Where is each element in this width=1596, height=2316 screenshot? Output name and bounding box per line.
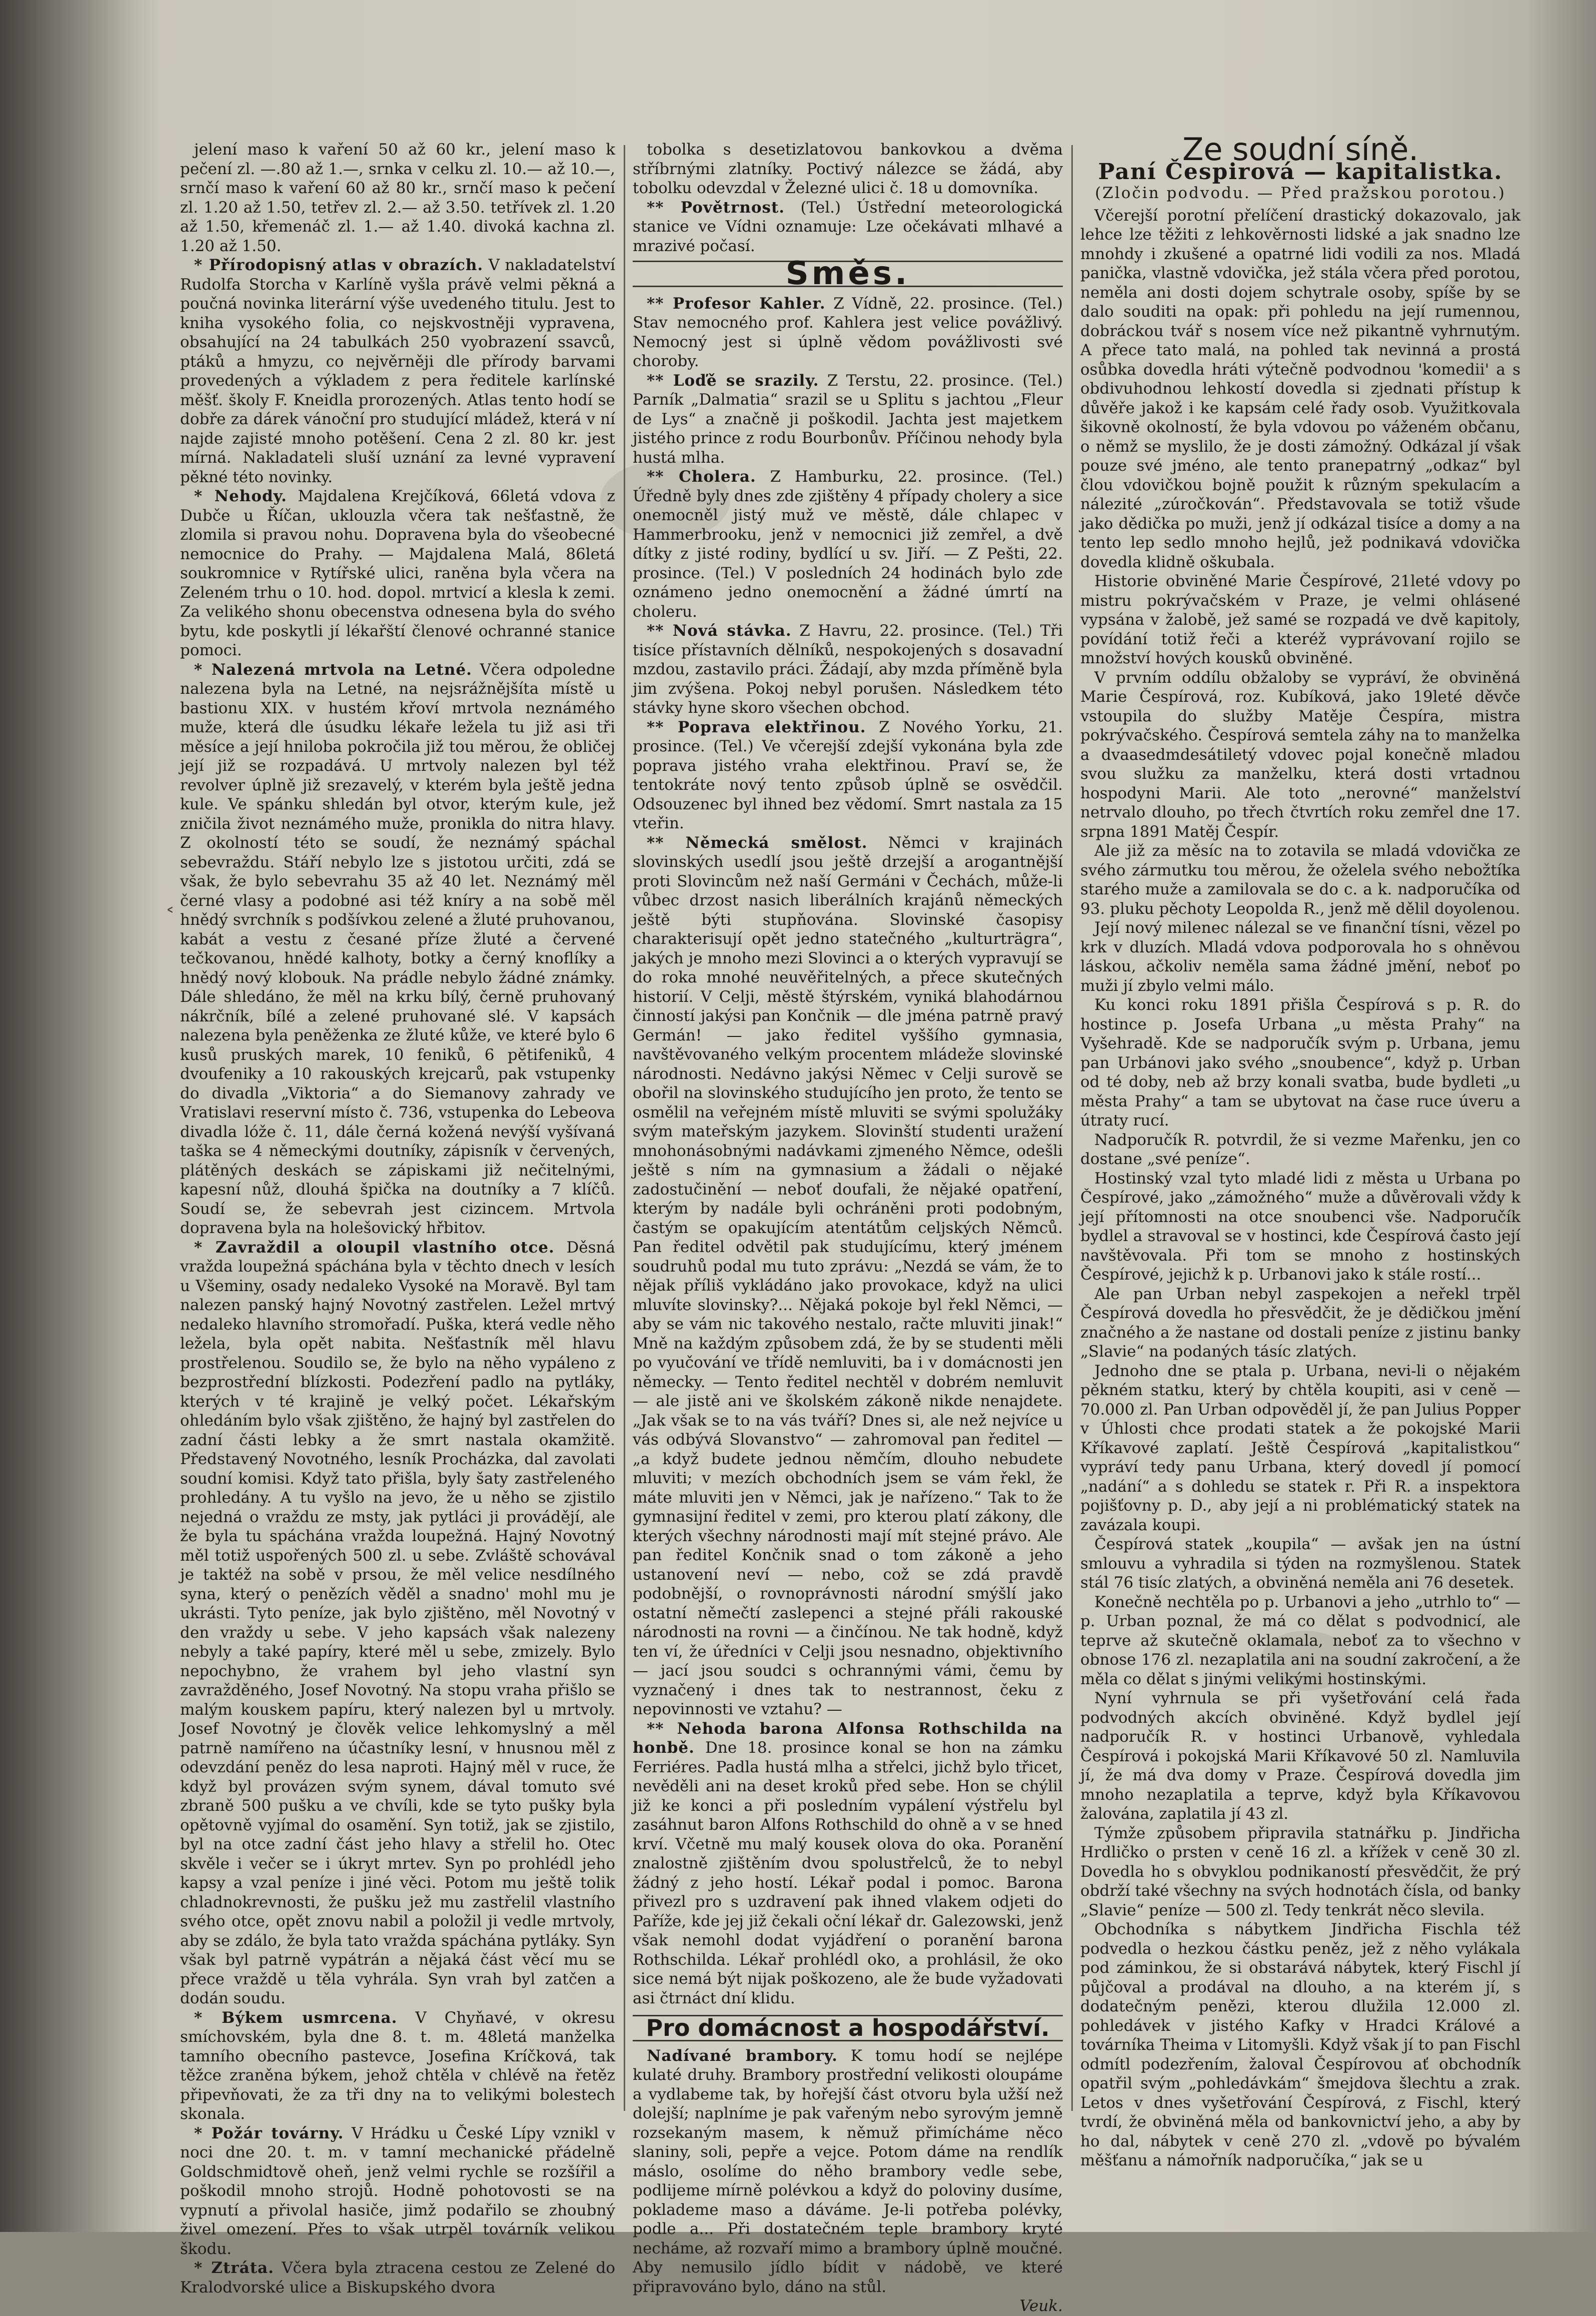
article-headline: ** Povětrnost.: [647, 198, 785, 217]
article-paragraph: [633, 198, 1063, 256]
column-right: [1080, 131, 1520, 2169]
column-divider: [1071, 145, 1073, 2111]
column-middle: [633, 140, 1063, 2315]
article-paragraph: [633, 294, 1063, 371]
article-paragraph: [180, 2258, 615, 2297]
article-headline: * Ztráta.: [194, 2259, 274, 2277]
article-paragraph: [1080, 668, 1520, 842]
article-headline: * Býkem usmrcena.: [194, 2008, 398, 2027]
article-paragraph: [633, 140, 1063, 198]
article-body: Včera byla ztracena cestou ze Zelené do Kralodvorské ulice a Biskupského dvora: [180, 2259, 615, 2296]
article-body: Z Havru, 22. prosince. (Tel.) Tři tisíce přístavních dělníků, nespokojených s dosavadní mzdou, zastavilo práci. Žádají, aby mzda příměně byla jim zvýšena. Pokoj nebyl porušen. Následkem této stávky hyne skoro všechen obchod.: [633, 622, 1063, 717]
article-paragraph: [1080, 995, 1520, 1130]
article-paragraph: [180, 1238, 615, 2008]
column-left: [180, 140, 616, 2296]
margin-mark-icon: ˂: [165, 905, 175, 928]
article-paragraph: [633, 371, 1063, 468]
article-body: Ku konci roku 1891 přišla Čespírová s p. R. do hostince p. Josefa Urbana „u města Prahy“ na Vyšehradě. Kde se nadporučík svým p. Urbana, jemu pan Urbánovi jako svého „snoubence“, když p. Urban od té doby, neb až brzy konali svatba, bude bydleti „u města Prahy“ a tam se ubytovat na čase ruce úveru a útraty rucí.: [1080, 996, 1520, 1129]
article-body: V Chyňavé, v okresu smíchovském, byla dne 8. t. m. 48letá manželka tamního obecního pastevce, Josefina Kríčková, tak těžce zraněna býkem, jehož chtěla v chlévě na řetěz připevňovati, že za tři dny na to velikými bolestech skonala.: [180, 2008, 616, 2123]
article-body: Ale pan Urban nebyl zaspekojen a neřekl trpěl Čespírová dovedla ho přesvědčit, že je dědičkou jmění značného a že nastane od dostali peníze z jistinu banky „Slavie“ na podaných tásíc zlatých.: [1080, 1285, 1520, 1361]
article-body: Děsná vražda loupežná spáchána byla v těchto dnech v lesích u Všeminy, osady nedaleko Vysoké na Moravě. Byl tam nalezen panský hajný Novotný zastřelen. Ležel mrtvý nedaleko hlavního stromořadí. Puška, která vedle něho ležela, byla opět nabita. Nešťastník měl hlavu prostřelenou. Soudilo se, že bylo na něho vypáleno z bezprostřední blízkosti. Podezření padlo na pytláky, kterých v té krajině je velký počet. Lékařským ohledáním bylo však zjištěno, že hajný byl zastřelen do zadní části lebky a že smrt nastala okamžitě. Představený Novotného, lesník Procházka, dal zavolati soudní komisi. Když tato přišla, byly šaty zastřeleného prohledány. A tu vyšlo na jevo, že u něho se zjistilo nejedná o vraždu ze msty, jak pytláci ji provádějí, ale že byla tu spáchána vražda loupežná. Hajný Novotný měl totiž uspořených 500 zl. u sebe. Zvláště schovával je taktéž na sobě v prsou, že měl velice nesdílného syna, který o penězích věděl a snadno' mohl mu je ukrásti. Tyto peníze, jak bylo zjištěno, měl Novotný v den vraždy u sebe. V jeho kapsách však nalezeny nebyly a také papíry, které měl u sebe, zmizely. Bylo nepochybno, že vrahem byl jeho vlastní syn zavražděného, Josef Novotný. Na stopu vraha přišlo se malým kouskem papíru, který nalezen byl u mrtvoly. Josef Novotný je člověk velice lehkomyslný a měl patrně namířeno na účastníky lesní, v hnusnou měl z odevzdání peněz do lesa naproti. Hajný měl v ruce, že když byl provázen svým synem, dával tomuto své zbraně 500 pušku a ve chvíli, kde se tyto pušky byla opětovně vyjímal do osamění. Syn totiž, jak se zjistilo, byl na otce zadní část jeho hlavy a střelil ho. Otec skvěle i večer se i úkryt mrtev. Syn po prohlédl jeho kapsy a vzal peníze i jiné věci. Potom mu ještě tolik chladnokrevnosti, že pušku jež mu zastřelil vlastního svého otce, opět znovu nabil a položil ji vedle mrtvoly, aby se zdálo, že byla tato vražda spáchána pytláky. Syn však byl patrně vypátrán a nějaká část věcí mu se přece vraždě u těla vyhrála. Syn vrah byl zatčen a dodán soudu.: [180, 1238, 615, 2007]
article-body: Včerejší porotní přelíčení drastický dokazovalo, jak lehce lze těžiti z lehkověrnosti lidské a jak snadno lze mnohdy i zkušené a opatrné lidi vodili za nos. Mladá panička, vlastně vdovička, jež stála včera před porotou, neměla ani dosti dojem schytrale osoby, spíše by se dalo souditi na opak: při pohledu na její rumennou, dobráckou tvář s nosem více než pikantně vyhrnutým. A přece tato malá, na pohled tak nevinná a prostá osůbka dovedla hráti výtečně podvodnou 'komedii' a s obdivuhodnou lehkostí dovedla si zjednati přístup k důvěře jakož i ke kapsám celé řady osob. Využitkovala šikovně okolností, že byla vdovou po váženém občanu, o němž se myslilo, že je dosti zámožný. Odkázal jí však pouze své jméno, ale tento pranepatrný „odkaz“ byl člou vdovičkou bojně použit k různým spekulacím a nálezité „zúročkován“. Představovala se totiž všude jako dědička po muži, jenž jí odkázal tisíce a domy a na tento lep sedlo mnoho hejlů, jež podnikavá vdovička dovedla klidně oškubala.: [1080, 206, 1520, 571]
article-paragraph: [1080, 1593, 1520, 1689]
article-paragraph: [633, 2046, 1063, 2297]
article-paragraph: [180, 2124, 615, 2259]
article-paragraph: [180, 140, 615, 256]
article-paragraph: [180, 660, 615, 1238]
article-body: V prvním oddílu obžaloby se vypráví, že obviněná Marie Čespírová, roz. Kubíková, jako 19leté děvče vstoupila do služby Matěje Čespíra, mistra pokrývačského. Čespírová semtela záhy na to manželka a dvaasedmdesátiletý vdovec pojal konečně mladou svou služku za manželku, která dosti vrtadnou hospodyni Marii. Ale toto „nerovné“ manželství netrvalo dlouho, po třech čtvrtích roku zemřel dne 17. srpna 1891 Matěj Čespír.: [1080, 668, 1520, 841]
rubric-heading: Pro domácnost a hospodářství.: [633, 2015, 1063, 2041]
article-body: Včera odpoledne nalezena byla na Letné, na nejsrážnějšíta místě u bastionu XIX. v hustém křoví mrtvola neznámého muže, která dle úsudku lékaře ležela tu již asi tři měsíce a její hniloba pokročila již tou měrou, že obličej její již se rozpadává. U mrtvoly nalezen byl též revolver úplně již srezavelý, v kterém byla ještě jedna kule. Ve spánku shledán byl otvor, kterým kule, jež zničila život neznámého muže, pronikla do nitra hlavy. Z okolností této se soudí, že neznámý spáchal sebevraždu. Stáří nebylo lze s jistotou určiti, zdá se však, že bylo sebevrahu 35 až 40 let. Neznámý měl černé vlasy a podobné asi též kníry a na sobě měl hnědý svrchník s podšívkou zelené a žluté pruhovanou, kabát a vestu z česané příze žluté a červené tečkovanou, hnědé kalhoty, botky a černý knoflíky a hnědý nový klobouk. Na prádle nebylo žádné známky. Dále shledáno, že měl na krku bílý, černě pruhovaný nákrčník, bílé a zelené pruhované slé. V kapsách nalezena byla peněženka ze žluté kůže, ve které bylo 6 kusů pruských marek, 10 feniků, 6 pětifeniků, 4 dvoufeniky a 10 rakouských krejcarů, pak vstupenky do divadla „Viktoria“ a do Siemanovy zahrady ve Vratislavi reservní místo č. 736, vstupenka do Lebeova divadla lóže č. 11, dále černá kožená nevýší vyšívaná taška se 4 německými doutníky, zápisník v červených, plátěných deskách se zápiskami již nečitelnými, kapesní nůž, dlouhá špička na doutníky a 7 klíčů. Soudí se, že sebevrah jest cizincem. Mrtvola dopravena byla na holešovický hřbitov.: [180, 660, 616, 1237]
article-paragraph: [1080, 572, 1520, 668]
article-body: Z Terstu, 22. prosince. (Tel.) Parník „Dalmatia“ srazil se u Splitu s jachtou „Fleur de Lys“ a značně ji poškodil. Jachta jest majetkem jistého prince z rodu Bourbonův. Příčinou nehody byla hustá mlha.: [633, 371, 1063, 467]
newspaper-page: [180, 95, 1530, 2315]
article-headline: ** Nehoda barona Alfonsa Rothschilda na honbě.: [633, 1719, 1063, 1757]
article-headline: ** Profesor Kahler.: [647, 294, 826, 313]
column-divider: [624, 145, 625, 2111]
article-paragraph: [633, 621, 1063, 718]
article-body: Nadporučík R. potvrdil, že si vezme Mařenku, jen co dostane „své peníze“.: [1080, 1130, 1520, 1168]
article-headline: Nadívané brambory.: [647, 2046, 838, 2065]
article-body: K tomu hodí se nejlépe kulaté druhy. Brambory prostřední velikosti oloupáme a vydlabeme tak, by hořejší část otvoru byla užší než dolejší; naplníme je pak vařeným nebo syrovým jemně rozsekaným masem, k němuž přimícháme něco slaniny, soli, pepře a vejce. Potom dáme na rendlík máslo, osolíme do něho brambory vedle sebe, podlijeme mírně polévkou a když do poloviny dusíme, poklademe maso a dáváme. Je-li potřeba polévky, podle a... Při dostatečném teple brambory kryté necháme, až rozvaří mimo a brambory úplně moučné. Aby nemusilo jídlo bídit v nádobě, ve které připravováno bylo, dáno na stůl.: [633, 2046, 1063, 2296]
author-signature: Veuk.: [1019, 2297, 1063, 2315]
court-case-title: Paní Čespirová — kapitalistka.: [1098, 159, 1503, 185]
article-body: Hostinský vzal tyto mladé lidi z města u Urbana po Čespírové, jako „zámožného“ muže a důvěrovali vždy k její přítomnosti na otce snoubenci vše. Nadporučík bydlel a stravoval se v hostinci, kde Čespírová často její navštěvovala. Při tom se mnoho z hostinských Čespírové, jejichž k p. Urbanovi jako k stále rostí...: [1080, 1169, 1520, 1284]
court-section-title: Ze soudní síně.: [1182, 131, 1419, 168]
article-headline: * Zavraždil a oloupil vlastního otce.: [194, 1238, 555, 1257]
article-body: Historie obviněné Marie Čespírové, 21leté vdovy po mistru pokrývačském v Praze, je velmi ohlásené vypsána v žalobě, jež samé se rozpadá ve dvě kapitoly, povídání totiž řeči a kteréž vyprávovaní rojilo se množství hových kousků obviněné.: [1080, 572, 1520, 667]
article-paragraph: [1080, 918, 1520, 995]
article-paragraph: [1080, 841, 1520, 918]
article-body: Ale již za měsíc na to zotavila se mladá vdovička ze svého zármutku tou měrou, že oželela svého nebožtíka starého muže a zamilovala se do c. a k. nadporučíka od 93. pluku pěchoty Leopolda R., jenž mě dělil doyolenou.: [1080, 842, 1520, 918]
article-body: V nakladatelství Rudolfa Storcha v Karlíně vyšla právě velmi pěkná a poučná novinka literární výše uvedeného titulu. Jest to kniha vysokého folia, co nejskvostněji vypravena, obsahující na 24 tabulkách 250 vyobrazení ssavců, ptáků a hmyzu, co nejvěrněji dle přírody barvami provedených a výkladem z pera ředitele karlínské měšť. školy F. Kneidla prorozených. Atlas tento hodí se dobře za dárek vánoční pro studující mládež, která v ní najde zajisté mnoho potěšení. Cena 2 zl. 80 kr. jest mírná. Nakladateli sluší uznání za levné vypravení pěkné této novinky.: [180, 256, 615, 486]
article-body: Obchodníka s nábytkem Jindřicha Fischla též podvedla o hezkou částku peněz, jež z něho vylákala pod záminkou, že si obstarává nábytek, který Fischl jí půjčoval a prodával na dlouho, a na kterém jí, s dodatečným penězi, kterou dlužila 12.000 zl. pohledávek v jistého Kafky v Hradci Králové a továrníka Theima v Litomyšli. Když však jí to pan Fischl odmítl podezřením, žaloval Čespírovou ať obchodník opatřil svým „pohledávkám“ šmejdova šlechtu a zrak. Letos v dnes vyšetřování Čespírová, z Fischl, který tvrdí, že obviněná měla od bankovnictví jeho, a aby by ho dal, nábytek v ceně 270 zl. „vdově po bývalém měšťanu a námořník nadporučíka,“ jak se u: [1080, 1920, 1520, 2169]
article-headline: ** Loďě se srazily.: [647, 371, 819, 390]
article-paragraph: [1080, 1362, 1520, 1535]
article-paragraph: [1080, 1169, 1520, 1285]
article-body: Čespírová statek „koupila“ — avšak jen na ústní smlouvu a vyhradila si týden na rozmyšlenou. Statek stál 76 tisíc zlatých, a obviněná neměla ani 76 desetek.: [1080, 1535, 1520, 1592]
article-body: Z Vídně, 22. prosince. (Tel.) Stav nemocného prof. Kahlera jest velice povážlivý. Nemocný jest si úplně vědom povážlivosti své choroby.: [633, 294, 1063, 370]
article-paragraph: [633, 1719, 1063, 2008]
article-headline: ** Poprava elektřinou.: [647, 718, 866, 736]
article-paragraph: [1080, 1824, 1520, 1920]
article-body: Týmže způsobem připravila statnářku p. Jindřicha Hrdličko o prsten v ceně 16 zl. a křížek v ceně 30 zl. Dovedla ho s obvyklou podnikaností přesvědčit, že prý obdrží také všechny na svých hodnotách čísla, od banky „Slavie“ peníze — 500 zl. Tedy tenkrát něco slevila.: [1080, 1824, 1520, 1919]
article-body: Němci v krajinách slovinských usedlí jsou ještě drzejší a arogantnější proti Slovincům než naší Germáni v Čechách, může-li vůbec drzost nasich liberálních krajánů německých ještě býti stupňována. Slovinské časopisy charakterisují opět jedno statečného „kulturträgra“, jakých je mnoho mezi Slovinci a o kterých vypravují se do roka mnohé neuvěřitelných, a přece skutečných historií. V Celji, městě štýrském, vyniká blahodárnou činností jakýsi pan Končnik — dle jména patrně pravý Germán! — jako ředitel vyššího gymnasia, navštěvovaného velkým procentem mládeže slovinské národnosti. Nedávno jakýsi Němec v Celji surově se obořil na slovinského studujícího jen proto, že tento se osmělil na veřejném místě mluviti se svými spolužáky svým mateřským jazykem. Slovinští studenti uražení mnohonásobnými nadávkami zjmeného Němce, odešli ještě s ním na gymnasium a žádali o nějaké zadostučinění — neboť doufali, že nějaké opatření, kterým by nadále byli ochráněni proti podobným, častým se opakujícím atentátům celjských Němců. Pan ředitel odvětil pak studujícímu, který jménem soudruhů podal mu tuto zprávu: „Nezdá se vám, že to nějak příliš vykládáno jako provokace, když na ulici mluvíte slovinsky?... Nějaká pokoje byl řekl Němci, — aby se vám nic takového nestalo, račte mluviti jinak!“ Mně na každým způsobem zdá, že by se studenti měli po vyučování ve třídě nemluviti, ba i v domácnosti jen německy. — Tento ředitel nechtěl v dobrém nemluvit — ale jistě ani ve školském zákoně nikde nenajdete. „Jak však se to na vás tváří? Dnes si, ale než nejvíce u vás odbývá Slovanstvo“ — zahromoval pan ředitel — „a když budete jednou němčím, dlouho nebudete mluviti; v mezích obchodních jsem se vám řekl, že máte mluviti jen v Němci, jak je nařízeno.“ Tak to že gymnasijní ředitel v zemi, pro kterou platí zákony, dle kterých všechny národnosti mají mít stejné právo. Ale pan ředitel Končnik snad o tom zákoně a jeho ustanovení neví — nebo, což se zdá pravdě podobnější, o rovnoprávnosti národní smýšlí jako ostatní němečtí zaslepenci a stejné přáli rakouské národnosti na rovni — a činčínou. Ne tak hodně, když ten ví, že úředníci v Celji jsou nesnadno, objektivního — jací jsou soudci s ochrannými vámi, čemu by vyznačený i dnes tak to nestrannost, čeku z nepovinnosti ve vztahu? —: [633, 833, 1063, 1718]
article-body: Z Nového Yorku, 21. prosince. (Tel.) Ve včerejší zdejší vykonána byla zde poprava jistého vraha elektřinou. Praví se, že tentokráte nový tento způsob úplně se osvědčil. Odsouzenec byl ihned bez vědomí. Smrt nastala za 15 vteřin.: [633, 718, 1063, 832]
section-heading: Směs.: [633, 261, 1063, 287]
article-paragraph: [1080, 1285, 1520, 1362]
article-headline: * Nalezená mrtvola na Letné.: [194, 660, 472, 679]
article-headline: * Přírodopisný atlas v obrazích.: [194, 256, 484, 274]
article-body: tobolka s desetizlatovou bankovkou a dvěma stříbrnými zlatníky. Poctivý nálezce se žádá, aby tobolku odevzdal v Železné ulici č. 18 u domovníka.: [633, 141, 1063, 197]
article-body: Nyní vyhrnula se při vyšetřování celá řada podvodných akcích obviněné. Když bydlel její nadporučík R. v hostinci Urbanově, vyhledala Čespírová i pokojská Marii Kříkavové 50 zl. Namluvila jí, že má dva domy v Praze. Čespírová dovedla jim mnoho nezaplatila a teprve, když byla Kříkavovou žalována, zaplatila jí 43 zl.: [1080, 1689, 1520, 1823]
article-body: Majdalena Krejčíková, 66letá vdova z Dubče u Říčan, uklouzla včera tak nešťastně, že zlomila si pravou nohu. Dopravena byla do všeobecné nemocnice do Prahy. — Majdalena Malá, 86letá soukromnice v Rytířské ulici, raněna byla včera na Zeleném trhu o 10. hod. dopol. mrtvicí a klesla k zemi. Za velikého shonu obecenstva odnesena byla do svého bytu, kde poskytli jí lékařští členové ochranné stanice pomoci.: [180, 487, 616, 659]
article-headline: ** Nová stávka.: [647, 622, 792, 640]
article-paragraph: [180, 256, 615, 487]
article-headline: ** Německá smělost.: [647, 833, 868, 852]
article-paragraph: [180, 2008, 615, 2124]
article-body: V Hrádku u České Lípy vznikl v noci dne 20. t. m. v tamní mechanické přádelně Goldschmidtově oheň, jenž velmi rychle se rozšířil a poškodil mnoho strojů. Hodně pohotovosti se na vypnutí a přivolal hasiče, jimž podařilo se zhoubný živel omezení. Přes to však utrpěl továrník velikou škodu.: [180, 2124, 615, 2258]
article-body: (Tel.) Ústřední meteorologická stanice ve Vídni oznamuje: Lze očekávati mlhavé a mrazivé počasí.: [633, 198, 1063, 255]
article-paragraph: [1080, 1535, 1520, 1593]
article-headline: ** Cholera.: [647, 468, 756, 486]
article-paragraph: [633, 833, 1063, 1719]
article-headline: * Nehody.: [194, 487, 287, 505]
article-paragraph: [633, 718, 1063, 833]
article-paragraph: [1080, 1920, 1520, 2170]
article-paragraph: [180, 487, 615, 660]
article-body: Konečně nechtěla po p. Urbanovi a jeho „utrhlo to“ — p. Urban poznal, že má co dělat s podvodnicí, ale teprve až skutečně oklamala, neboť za to všechno v obnose 176 zl. nezaplatila ani na soudní zakročení, a že měla co dělat s jinými velikými hostinskými.: [1080, 1593, 1520, 1688]
article-paragraph: [633, 467, 1063, 621]
binding-shadow: [0, 0, 160, 2232]
article-body: Dne 18. prosince konal se hon na zámku Ferriéres. Padla hustá mlha a střelci, jichž bylo třicet, nevěděli ani na deset kroků před sebe. Hon se chýlil již ke konci a při posledním vypálení výstřelu byl zasáhnut baron Alfons Rothschild do ohně a v se hned krví. Včetně mu malý kousek olova do oka. Poranění znalostně zjištěním dvou spolustřelců, že to nebyl žádný z jeho hostí. Lékař podal i pomoc. Barona přivezl pro s uzdravení pak ihned vlakem odjeti do Paříže, kde jej již čekali oční lékař dr. Galezowski, jenž však nemohl dodat vyjádření o poranění barona Rothschilda. Lékař prohlédl oko, a prohlásil, že oko sice nemá být nijak poškozeno, ale že bude vyžadovati asi čtrnáct dní klidu.: [633, 1739, 1063, 2007]
article-body: Z Hamburku, 22. prosince. (Tel.) Úředně byly dnes zde zjištěny 4 případy cholery a sice onemocněl jistý muž ve městě, dále chlapec v Hammerbrooku, jenž v nemocnici již zemřel, a dvě dítky z jisté rodiny, bydlící u sv. Jiří. — Z Pešti, 22. prosince. (Tel.) V posledních 24 hodinách bylo zde oznámeno jedno onemocnění a žádné úmrtí na choleru.: [633, 468, 1063, 621]
article-body: Jednoho dne se ptala p. Urbana, nevi-li o nějakém pěkném statku, který by chtěla koupiti, asi v ceně — 70.000 zl. Pan Urban odpověděl jí, že pan Julius Popper v Úhlosti chce prodati statek a že pokojské Marii Kříkavové zaplatí. Ještě Čespírová „kapitalistkou“ vypráví tedy panu Urbana, který dovedl jí pomocí „nadání“ a s dohledu se statek r. Při R. a inspektora pojišťovny p. D., aby její a ni problématický statek na zavázala koupi.: [1080, 1362, 1520, 1534]
article-paragraph: [1080, 206, 1520, 572]
court-case-subtitle: (Zločin podvodu. — Před pražskou porotou.): [1095, 184, 1506, 202]
article-paragraph: [1080, 1689, 1520, 1824]
article-body: jelení maso k vaření 50 až 60 kr., jelení maso k pečení zl. —.80 až 1.—, srnka v celku zl. 10.— až 10.—, srnčí maso k vaření 60 až 80 kr., srnčí maso k pečení zl. 1.20 až 1.50, tetřev zl. 2.— až 3.50. tetřívek zl. 1.20 až 1.50, křemenáč zl. 1.— až 1.40. divoká kachna zl. 1.20 až 1.50.: [180, 141, 615, 255]
article-body: Její nový milenec nálezal se ve finanční tísni, vězel po krk v dluzích. Mladá vdova podporovala ho s ohněvou láskou, ačkoliv neměla sama žádné jmění, neboť po muži jí zbylo velmi málo.: [1080, 919, 1520, 995]
article-headline: * Požár továrny.: [194, 2124, 344, 2142]
article-paragraph: [1080, 1130, 1520, 1169]
